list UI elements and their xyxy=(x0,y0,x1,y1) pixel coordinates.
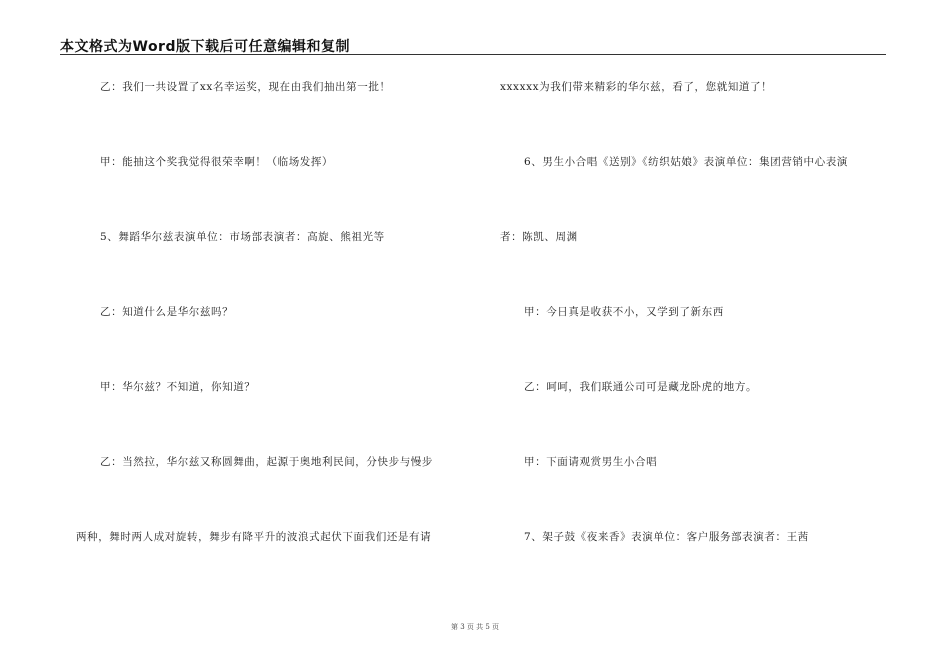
left-line-7: 两种，舞时两人成对旋转，舞步有降平升的波浪式起伏下面我们还是有请 xyxy=(76,531,432,543)
right-line-1: xxxxxx为我们带来精彩的华尔兹，看了，您就知道了！ xyxy=(500,81,773,93)
right-line-7: 7、架子鼓《夜来香》表演单位：客户服务部表演者：王茜 xyxy=(524,531,809,543)
right-line-6: 甲：下面请观赏男生小合唱 xyxy=(524,456,658,468)
right-line-5: 乙：呵呵，我们联通公司可是藏龙卧虎的地方。 xyxy=(524,381,758,393)
right-line-3: 者：陈凯、周渊 xyxy=(500,231,578,243)
left-line-5: 甲：华尔兹？不知道，你知道？ xyxy=(100,381,256,393)
right-line-4: 甲：今日真是收获不小，又学到了新东西 xyxy=(524,306,724,318)
left-line-1: 乙：我们一共设置了xx名幸运奖，现在由我们抽出第一批！ xyxy=(100,81,391,93)
left-line-6: 乙：当然拉，华尔兹又称圆舞曲，起源于奥地利民间，分快步与慢步 xyxy=(100,456,433,468)
left-line-4: 乙：知道什么是华尔兹吗？ xyxy=(100,306,234,318)
right-line-2: 6、男生小合唱《送别》《纺织姑娘》表演单位：集团营销中心表演 xyxy=(524,156,848,168)
header-title: 本文格式为Word版下载后可任意编辑和复制 xyxy=(60,39,350,55)
page-header xyxy=(60,32,886,55)
left-line-2: 甲：能抽这个奖我觉得很荣幸啊！（临场发挥） xyxy=(100,156,334,168)
page-footer: 第 3 页 共 5 页 xyxy=(450,623,500,631)
left-line-3: 5、舞蹈华尔兹表演单位：市场部表演者：高旋、熊祖光等 xyxy=(100,231,385,243)
